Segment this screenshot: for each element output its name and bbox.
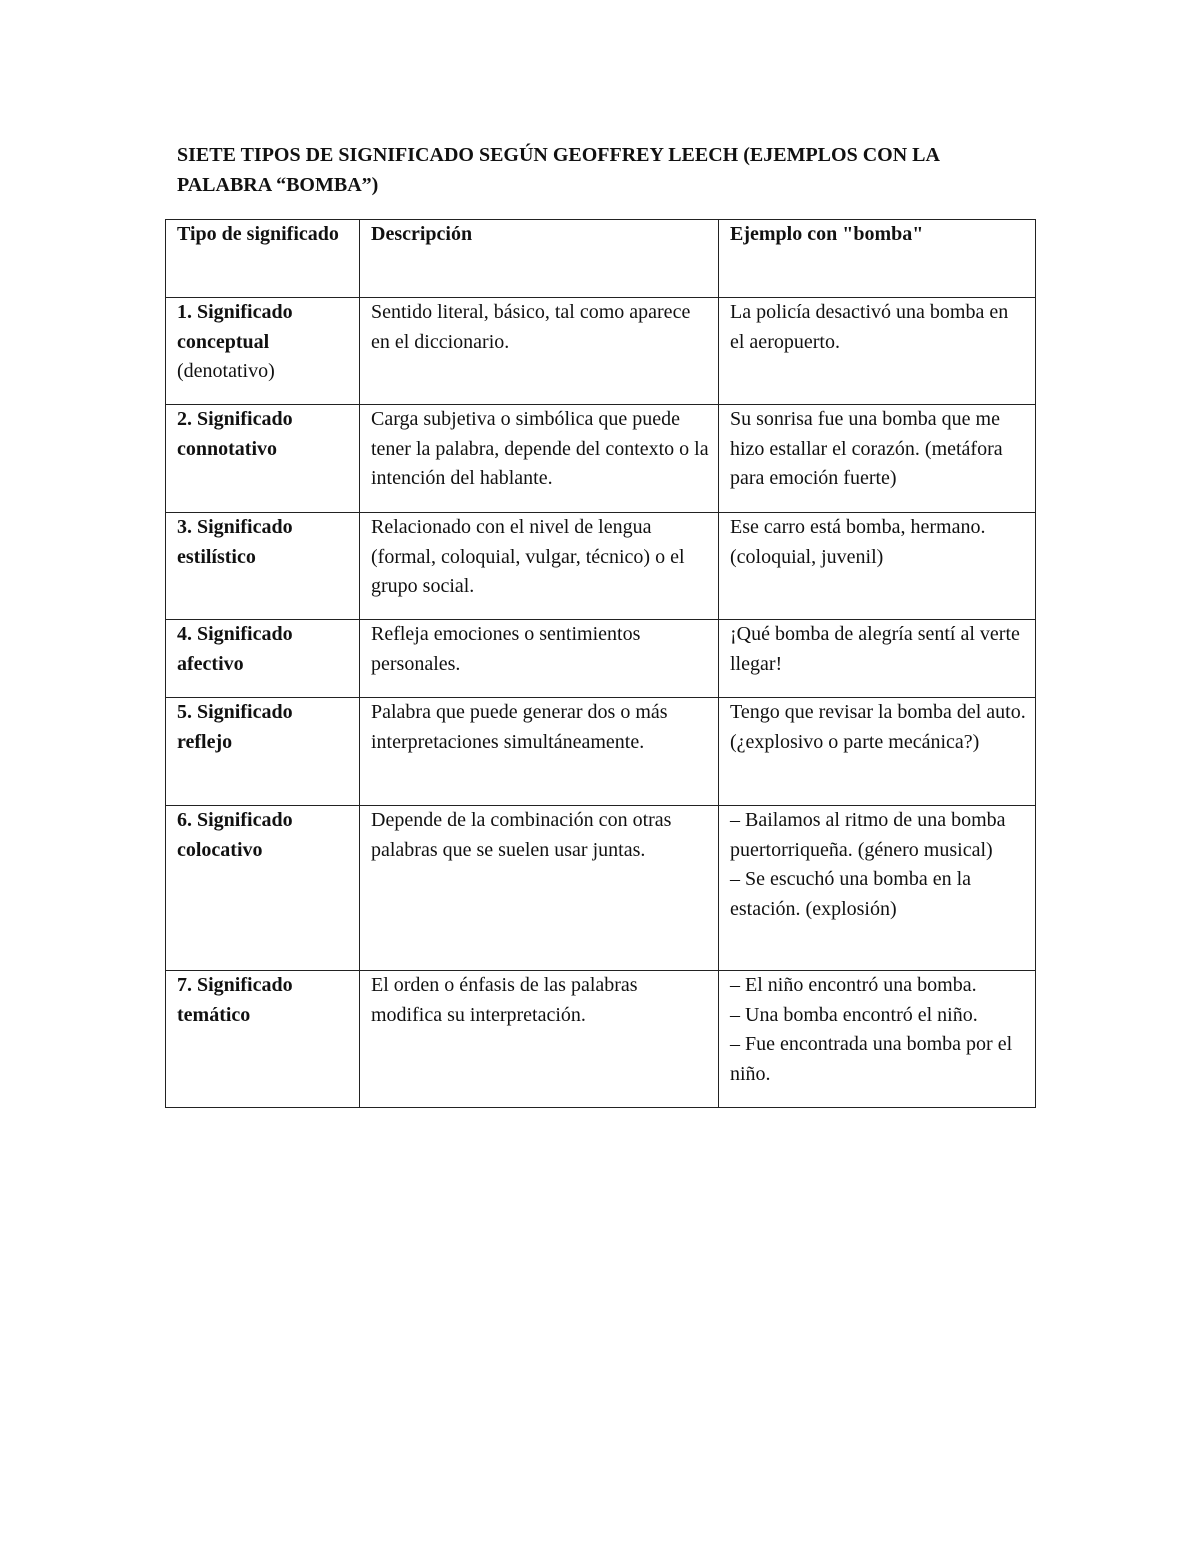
description-cell: Carga subjetiva o simbólica que puede tener la palabra, depende del contexto o la intención del hablante.	[360, 405, 719, 513]
header-description: Descripción	[360, 220, 719, 298]
description-cell: El orden o énfasis de las palabras modifica su interpretación.	[360, 971, 719, 1108]
type-cell	[166, 513, 360, 620]
example-cell	[719, 298, 1036, 405]
example-line: Ese carro está bomba, hermano. (coloquial, juvenil)	[730, 516, 986, 568]
type-cell	[166, 298, 360, 405]
table-row	[166, 405, 1036, 513]
type-cell	[166, 971, 360, 1108]
example-cell	[719, 620, 1036, 698]
table-row	[166, 806, 1036, 971]
example-line: – Se escuchó una bomba en la estación. (explosión)	[730, 868, 972, 920]
example-cell	[719, 971, 1036, 1108]
table-row	[166, 298, 1036, 405]
type-note: (denotativo)	[177, 360, 275, 382]
example-line: Su sonrisa fue una bomba que me hizo estallar el corazón. (metáfora para emoción fuerte)	[730, 408, 1003, 489]
type-label: 7. Significado temático	[177, 974, 293, 1026]
table-row	[166, 620, 1036, 698]
page-title: SIETE TIPOS DE SIGNIFICADO SEGÚN GEOFFREY LEECH (EJEMPLOS CON LA PALABRA “BOMBA”)	[177, 144, 939, 196]
type-cell	[166, 620, 360, 698]
example-line: – Fue encontrada una bomba por el niño.	[730, 1033, 1013, 1085]
type-label: 6. Significado colocativo	[177, 809, 293, 861]
type-label: 5. Significado reflejo	[177, 701, 293, 753]
example-cell	[719, 806, 1036, 971]
example-cell	[719, 405, 1036, 513]
meaning-types-table	[165, 219, 1036, 1108]
type-label: 4. Significado afectivo	[177, 623, 293, 675]
table-row	[166, 971, 1036, 1108]
type-label: 3. Significado estilístico	[177, 516, 293, 568]
table-row	[166, 513, 1036, 620]
example-line: Tengo que revisar la bomba del auto. (¿explosivo o parte mecánica?)	[730, 701, 1026, 753]
table-header-row	[166, 220, 1036, 298]
description-cell: Depende de la combinación con otras palabras que se suelen usar juntas.	[360, 806, 719, 971]
example-line: – El niño encontró una bomba.	[730, 974, 977, 996]
example-line: La policía desactivó una bomba en el aeropuerto.	[730, 301, 1009, 353]
description-cell: Palabra que puede generar dos o más interpretaciones simultáneamente.	[360, 698, 719, 806]
example-line: ¡Qué bomba de alegría sentí al verte llegar!	[730, 623, 1020, 675]
type-cell	[166, 698, 360, 806]
header-type: Tipo de significado	[166, 220, 360, 298]
example-line: – Bailamos al ritmo de una bomba puertorriqueña. (género musical)	[730, 809, 1006, 861]
header-example: Ejemplo con "bomba"	[719, 220, 1036, 298]
example-line: – Una bomba encontró el niño.	[730, 1003, 978, 1026]
description-cell: Refleja emociones o sentimientos personales.	[360, 620, 719, 698]
type-label: 1. Significado conceptual	[177, 301, 293, 353]
example-cell	[719, 513, 1036, 620]
description-cell: Sentido literal, básico, tal como aparece en el diccionario.	[360, 298, 719, 405]
type-cell	[166, 806, 360, 971]
type-label: 2. Significado connotativo	[177, 408, 293, 460]
type-cell	[166, 405, 360, 513]
description-cell: Relacionado con el nivel de lengua (formal, coloquial, vulgar, técnico) o el grupo social.	[360, 513, 719, 620]
table-row	[166, 698, 1036, 806]
example-cell	[719, 698, 1036, 806]
